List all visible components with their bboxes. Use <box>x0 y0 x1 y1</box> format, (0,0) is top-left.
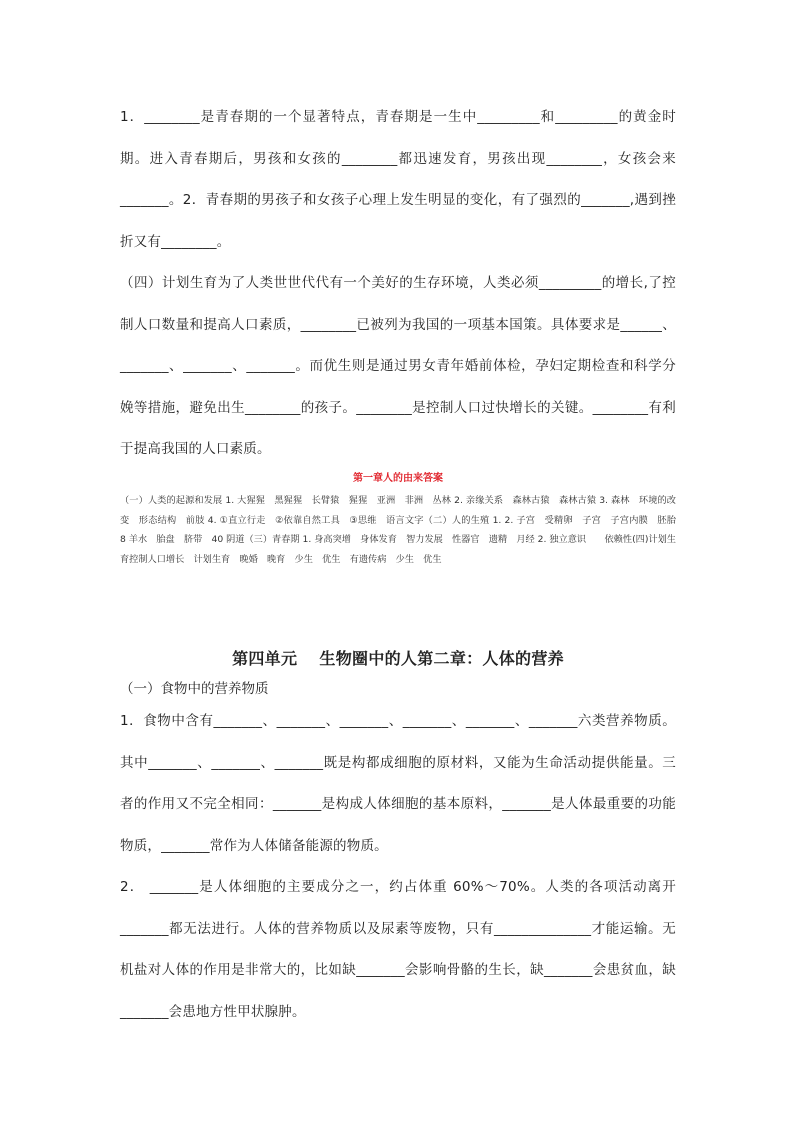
water-minerals-question-paragraph: 2． _______是人体细胞的主要成分之一，约占体重 60%～70%。人类的各项活动离开_______都无法进行。人体的营养物质以及尿素等废物，只有______________才能运输。无机盐对人体的作用是非常大的，比如缺_______会影响骨骼的生长，缺_______会患贫血，缺_______会患地方性甲状腺肿。 <box>120 879 676 1020</box>
puberty-question-paragraph: 1．________是青春期的一个显著特点，青春期是一生中_________和_________的黄金时期。进入青春期后，男孩和女孩的________都迅速发育，男孩出现________，女孩会来_______。2．青春期的男孩子和女孩子心理上发生明显的变化，有了强烈的_______,遇到挫折又有________。 <box>120 109 676 250</box>
section-subtitle: （一）食物中的营养物质 <box>120 681 269 697</box>
unit-title: 第四单元 生物圈中的人第二章：人体的营养 <box>232 649 564 668</box>
answer-key-body: （一）人类的起源和发展 1. 大猩猩 黑猩猩 长臂猿 猩猩 亚洲 非洲 丛林 2. 亲缘关系 森林古猿 森林古猿 3. 森林 环境的改变 形态结构 前肢 4. ①直立行走 ②依靠自然工具 ③思维 语言文字（二）人的生殖 1. 2. 子宫 受精卵 子宫 子宫内膜 胚胎 8 羊水 胎盘 脐带 40 阴道（三）青春期 1. 身高突增 身体发育 智力发展 性器官 遗精 月经 2. 独立意识 依赖性(四)计划生育控制人口增长 计划生育 晚婚 晚育 少生 优生 有遗传病 少生 优生 <box>120 495 686 565</box>
answer-key-title: 第一章人的由来答案 <box>353 473 443 484</box>
nutrients-question-paragraph: 1．食物中含有_______、_______、_______、_______、_______、_______六类营养物质。其中_______、_______、_______既是构都成细胞的原材料，又能为生命活动提供能量。三者的作用又不完全相同：_______是构成人体细胞的基本原料，_______是人体最重要的功能物质，_______常作为人体储备能源的物质。 <box>120 713 676 854</box>
family-planning-paragraph: （四）计划生育为了人类世世代代有一个美好的生存环境，人类必须_________的增长,了控制人口数量和提高人口素质，________已被列为我国的一项基本国策。具体要求是______、_______、_______、_______。而优生则是通过男女青年婚前体检，孕妇定期检查和科学分娩等措施，避免出生________的孩子。________是控制人口过快增长的关键。________有利于提高我国的人口素质。 <box>120 275 676 457</box>
